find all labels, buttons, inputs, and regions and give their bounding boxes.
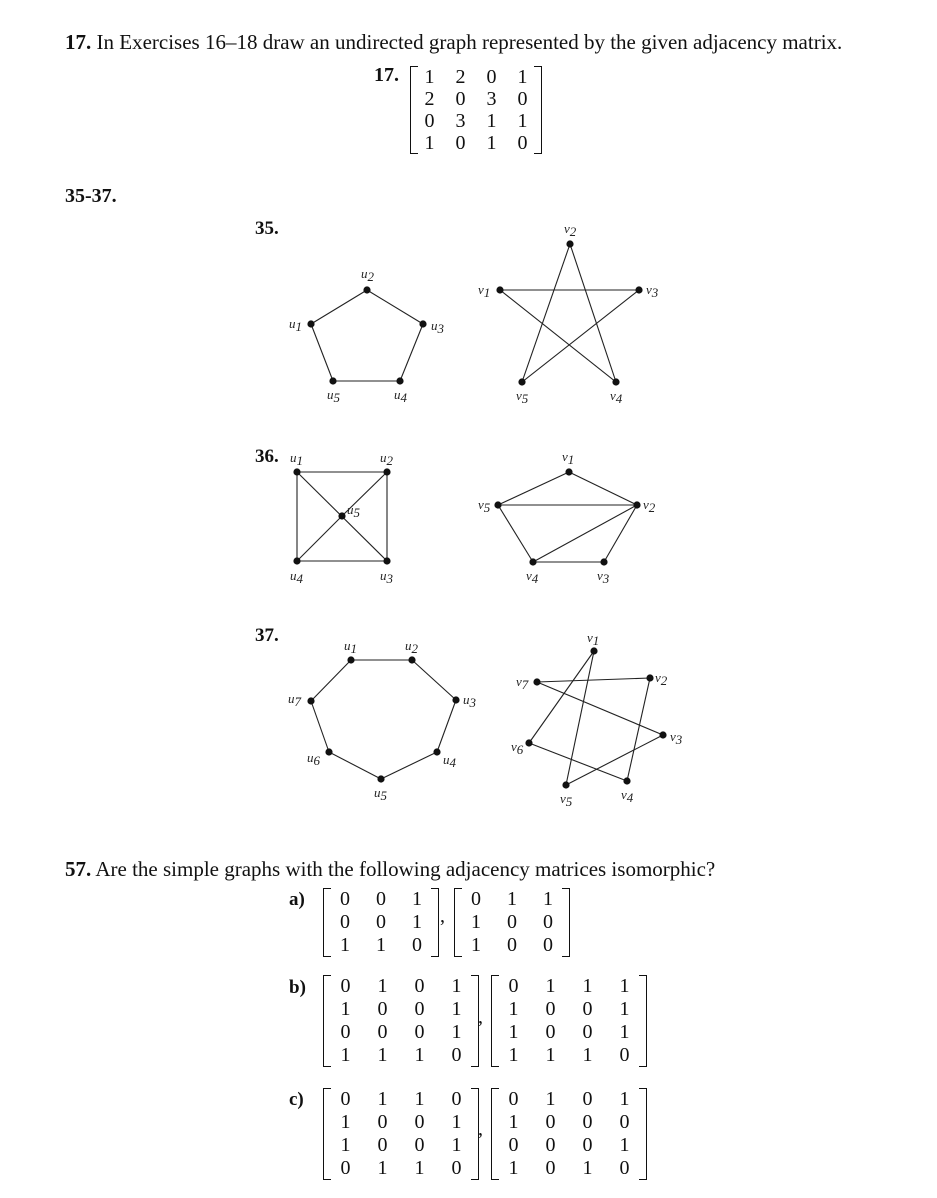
matrix-cell: 0 (517, 132, 528, 154)
matrix-cell: 1 (414, 1088, 425, 1110)
matrix-cell: 1 (508, 1021, 519, 1043)
graph-g36v (478, 449, 656, 586)
vertex-label: v2 (655, 670, 668, 688)
matrix-cell: 1 (582, 1044, 593, 1066)
matrix-cell: 1 (543, 888, 553, 910)
exercise-17-label: 17. (374, 64, 399, 86)
matrix-cell: 0 (340, 1157, 351, 1179)
matrix-row (495, 998, 643, 1021)
matrix-row (458, 911, 566, 934)
matrix-row (495, 1111, 643, 1134)
vertex-label: u5 (374, 785, 387, 803)
matrix-cell: 1 (545, 1088, 556, 1110)
graph-vertex (646, 674, 653, 681)
vertex-label: v3 (670, 729, 683, 747)
matrix-row (458, 888, 566, 911)
exercise-57-text: Are the simple graphs with the following adjacency matrices isomorphic? (95, 857, 716, 881)
part-b-label: b) (289, 977, 306, 998)
part-c-label: c) (289, 1089, 304, 1110)
matrix-cell: 1 (486, 110, 497, 132)
matrix-cell: 0 (340, 1021, 351, 1043)
matrix-row (327, 998, 475, 1021)
part-b-comma: , (478, 1006, 483, 1028)
matrix-cell: 0 (377, 1111, 388, 1133)
matrix-cell: 0 (455, 132, 466, 154)
graph-edge (400, 324, 423, 381)
matrix-cell: 0 (543, 934, 553, 956)
matrix-cell: 0 (508, 1088, 519, 1110)
vertex-label: v5 (516, 388, 529, 406)
matrix-cell: 0 (543, 911, 553, 933)
graph-vertex (633, 501, 640, 508)
graph-edge (566, 735, 663, 785)
matrix-right-bracket (431, 888, 439, 957)
graph-edge (498, 505, 533, 562)
part-b-right-matrix (491, 975, 647, 1067)
matrix-left-bracket (491, 975, 499, 1067)
graph-edge (311, 290, 367, 324)
matrix-cell: 0 (582, 1088, 593, 1110)
graph-vertex (623, 777, 630, 784)
vertex-label: u4 (290, 568, 303, 586)
matrix-cell: 0 (340, 888, 350, 910)
graph-vertex (396, 377, 403, 384)
matrix-cell: 0 (545, 1157, 556, 1179)
matrix-row (327, 1088, 475, 1111)
vertex-label: u1 (290, 450, 303, 468)
matrix-cell: 1 (424, 66, 435, 88)
matrix-cell: 1 (340, 934, 350, 956)
matrix-cell: 0 (414, 998, 425, 1020)
graph-edge (522, 290, 639, 382)
graph-edge (329, 752, 381, 779)
graph-g36u (290, 450, 394, 586)
matrix-cell: 1 (412, 911, 422, 933)
graph-edge (311, 701, 329, 752)
graph-edge (297, 516, 342, 561)
matrix-cell: 1 (619, 1134, 630, 1156)
graph-vertex (635, 286, 642, 293)
matrix-cell: 0 (377, 998, 388, 1020)
matrix-cell: 0 (619, 1111, 630, 1133)
matrix-cell: 0 (507, 934, 517, 956)
matrix-cell: 0 (414, 1021, 425, 1043)
matrix-cell: 1 (377, 1157, 388, 1179)
matrix-row (327, 975, 475, 998)
matrix-row (495, 975, 643, 998)
matrix-cell: 1 (376, 934, 386, 956)
matrix-row (495, 1134, 643, 1157)
exercise-17-number: 17. (65, 30, 92, 54)
vertex-label: v5 (560, 791, 573, 809)
matrix-row (495, 1157, 643, 1180)
graph-vertex (329, 377, 336, 384)
graph-edge (533, 505, 637, 562)
matrix-row (327, 888, 435, 911)
part-a-label: a) (289, 889, 305, 910)
matrix-cell: 0 (486, 66, 497, 88)
graph-vertex (525, 739, 532, 746)
graph-vertex (518, 378, 525, 385)
vertex-label: v5 (478, 497, 491, 515)
vertex-label: v2 (564, 221, 577, 239)
graph-vertex (293, 468, 300, 475)
part-a-comma: , (440, 905, 445, 927)
matrix-cell: 0 (455, 88, 466, 110)
graph-vertex (452, 696, 459, 703)
part-a-right-matrix (454, 888, 570, 957)
matrix-cell: 1 (508, 998, 519, 1020)
graph-vertex (347, 656, 354, 663)
graph-vertex (533, 678, 540, 685)
matrix-row (327, 1021, 475, 1044)
matrix-cell: 0 (376, 911, 386, 933)
matrix-row (327, 1111, 475, 1134)
graph-edge (437, 700, 456, 752)
vertex-label: u5 (327, 387, 340, 405)
matrix-cell: 1 (377, 1088, 388, 1110)
graph-vertex (600, 558, 607, 565)
graph-g35v (478, 221, 659, 406)
matrix-left-bracket (323, 975, 331, 1067)
matrix-cell: 0 (377, 1021, 388, 1043)
matrix-cell: 0 (377, 1134, 388, 1156)
graph-edge (569, 472, 637, 505)
matrix-right-bracket (639, 1088, 647, 1180)
graph-vertex (590, 647, 597, 654)
matrix-cell: 1 (619, 1088, 630, 1110)
part-c-left-matrix (323, 1088, 479, 1180)
matrix-cell: 0 (545, 1021, 556, 1043)
matrix-cell: 3 (486, 88, 497, 110)
matrix-cell: 0 (619, 1157, 630, 1179)
matrix-cell: 1 (414, 1044, 425, 1066)
exercise-37-label: 37. (255, 625, 279, 646)
matrix-cell: 1 (471, 934, 481, 956)
graph-edge (311, 660, 351, 701)
graph-g37v (511, 630, 683, 809)
matrix-row (327, 1157, 475, 1180)
graph-g35u (289, 266, 445, 405)
matrix-cell: 0 (582, 1021, 593, 1043)
graph-edge (537, 682, 663, 735)
vertex-label: u4 (394, 387, 407, 405)
graph-vertex (659, 731, 666, 738)
matrix-cell: 1 (619, 1021, 630, 1043)
matrix-cell: 1 (517, 110, 528, 132)
part-a-left-matrix (323, 888, 439, 957)
matrix-left-bracket (454, 888, 462, 957)
matrix-row (327, 1044, 475, 1067)
matrix-cell: 0 (451, 1157, 462, 1179)
matrix-right-bracket (562, 888, 570, 957)
part-c-comma: , (478, 1118, 483, 1140)
graph-vertex (293, 557, 300, 564)
exercise-17-text: In Exercises 16–18 draw an undirected graph represented by the given adjacency matrix. (96, 30, 843, 54)
exercise-35-label: 35. (255, 218, 279, 239)
graph-vertex (529, 558, 536, 565)
matrix-cell: 1 (377, 975, 388, 997)
vertex-label: u3 (463, 692, 476, 710)
matrix-cell: 0 (376, 888, 386, 910)
matrix-cell: 0 (412, 934, 422, 956)
graph-vertex (612, 378, 619, 385)
part-c-right-matrix (491, 1088, 647, 1180)
vertex-label: v4 (526, 568, 539, 586)
matrix-cell: 0 (471, 888, 481, 910)
matrix-cell: 1 (451, 1111, 462, 1133)
part-b-left-matrix (323, 975, 479, 1067)
matrix-cell: 2 (455, 66, 466, 88)
exercises-35-37-heading: 35-37. (65, 185, 117, 207)
matrix-left-bracket (491, 1088, 499, 1180)
graph-edge (537, 678, 650, 682)
vertex-label: v1 (478, 282, 491, 300)
matrix-cell: 1 (451, 1134, 462, 1156)
matrix-right-bracket (639, 975, 647, 1067)
matrix-cell: 1 (619, 998, 630, 1020)
matrix-cell: 0 (451, 1088, 462, 1110)
matrix-row (327, 934, 435, 957)
vertex-label: u6 (307, 750, 320, 768)
matrix-cell: 3 (455, 110, 466, 132)
matrix-cell: 1 (508, 1111, 519, 1133)
graph-vertex (363, 286, 370, 293)
graph-vertex (419, 320, 426, 327)
vertex-label: u5 (347, 502, 360, 520)
matrix-row (495, 1021, 643, 1044)
vertex-label: v3 (597, 568, 610, 586)
matrix-cell: 0 (340, 911, 350, 933)
matrix-cell: 1 (412, 888, 422, 910)
matrix-cell: 1 (508, 1157, 519, 1179)
matrix-cell: 0 (340, 1088, 351, 1110)
graph-vertex (377, 775, 384, 782)
graph-vertex (307, 320, 314, 327)
matrix-row (495, 1088, 643, 1111)
matrix-left-bracket (323, 1088, 331, 1180)
graph-edge (529, 743, 627, 781)
matrix-row (458, 934, 566, 957)
vertex-label: v7 (516, 674, 529, 692)
graph-edge (311, 324, 333, 381)
matrix-cell: 1 (451, 975, 462, 997)
graph-vertex (325, 748, 332, 755)
matrix-cell: 1 (340, 1111, 351, 1133)
vertex-label: u2 (361, 266, 374, 284)
matrix-cell: 1 (619, 975, 630, 997)
vertex-label: u2 (405, 638, 418, 656)
vertex-label: u1 (289, 316, 302, 334)
matrix-cell: 1 (517, 66, 528, 88)
matrix-cell: 1 (507, 888, 517, 910)
vertex-label: v4 (610, 388, 623, 406)
exercise-36-label: 36. (255, 446, 279, 467)
graph-vertex (338, 512, 345, 519)
vertex-label: v3 (646, 282, 659, 300)
graph-vertex (307, 697, 314, 704)
graph-edge (498, 472, 569, 505)
graph-vertex (565, 468, 572, 475)
exercise-57-prompt (65, 857, 715, 882)
vertex-label: u3 (431, 318, 444, 336)
matrix-cell: 1 (545, 975, 556, 997)
graph-edge (627, 678, 650, 781)
matrix-cell: 1 (377, 1044, 388, 1066)
matrix-cell: 1 (508, 1044, 519, 1066)
vertex-label: v4 (621, 787, 634, 805)
matrix-cell: 1 (340, 1134, 351, 1156)
vertex-label: v6 (511, 739, 524, 757)
matrix-cell: 0 (507, 911, 517, 933)
matrix-cell: 0 (619, 1044, 630, 1066)
matrix-cell: 1 (340, 998, 351, 1020)
matrix-cell: 1 (424, 132, 435, 154)
matrix-row (327, 911, 435, 934)
matrix-cell: 0 (414, 1111, 425, 1133)
matrix-cell: 1 (582, 975, 593, 997)
matrix-left-bracket (323, 888, 331, 957)
matrix-cell: 1 (451, 1021, 462, 1043)
graph-vertex (383, 468, 390, 475)
matrix-cell: 0 (582, 1111, 593, 1133)
matrix-cell: 0 (414, 975, 425, 997)
matrix-row (327, 1134, 475, 1157)
graph-vertex (408, 656, 415, 663)
matrix-cell: 1 (582, 1157, 593, 1179)
matrix-cell: 0 (582, 1134, 593, 1156)
matrix-cell: 0 (545, 1134, 556, 1156)
matrix-cell: 0 (508, 975, 519, 997)
graph-g37u (288, 638, 477, 803)
matrix-cell: 0 (424, 110, 435, 132)
vertex-label: u3 (380, 568, 393, 586)
graph-edge (412, 660, 456, 700)
matrix-cell: 0 (508, 1134, 519, 1156)
graph-edge (367, 290, 423, 324)
vertex-label: u2 (380, 450, 393, 468)
matrix-row (495, 1044, 643, 1067)
matrix-cell: 0 (451, 1044, 462, 1066)
matrix-cell: 0 (340, 975, 351, 997)
graph-vertex (433, 748, 440, 755)
matrix-cell: 0 (517, 88, 528, 110)
matrix-cell: 1 (414, 1157, 425, 1179)
exercise-57-number: 57. (65, 857, 92, 881)
graph-edge (500, 290, 616, 382)
matrix-cell: 1 (471, 911, 481, 933)
matrix-cell: 0 (582, 998, 593, 1020)
vertex-label: v1 (562, 449, 575, 467)
vertex-label: u7 (288, 691, 301, 709)
matrix-cell: 0 (414, 1134, 425, 1156)
vertex-label: u1 (344, 638, 357, 656)
graph-vertex (496, 286, 503, 293)
matrix-cell: 1 (340, 1044, 351, 1066)
graph-vertex (383, 557, 390, 564)
matrix-cell: 1 (486, 132, 497, 154)
graph-edge (381, 752, 437, 779)
graph-vertex (494, 501, 501, 508)
matrix-cell: 1 (451, 998, 462, 1020)
graph-vertex (562, 781, 569, 788)
matrix-cell: 1 (545, 1044, 556, 1066)
vertex-label: v1 (587, 630, 600, 648)
vertex-label: u4 (443, 752, 456, 770)
vertex-label: v2 (643, 497, 656, 515)
matrix-cell: 0 (545, 1111, 556, 1133)
matrix-cell: 2 (424, 88, 435, 110)
matrix-cell: 0 (545, 998, 556, 1020)
graph-vertex (566, 240, 573, 247)
